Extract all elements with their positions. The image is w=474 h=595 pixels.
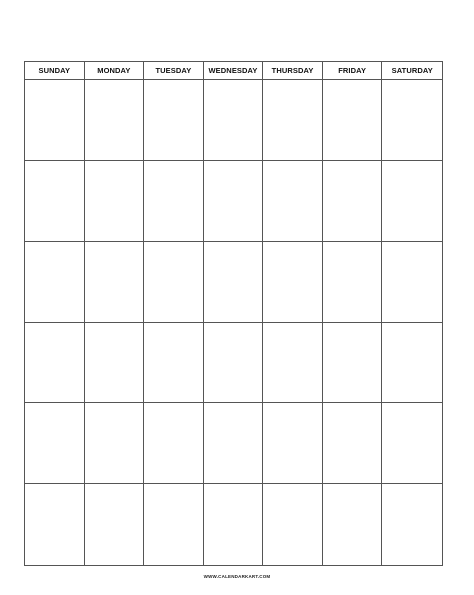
day-cell [204,403,264,484]
day-cell [85,80,145,161]
day-cell [25,484,85,565]
day-cell [263,80,323,161]
day-cell [25,80,85,161]
day-cell [204,80,264,161]
day-cell [25,403,85,484]
day-cell [323,403,383,484]
day-cell [382,403,442,484]
day-cell [85,403,145,484]
day-cell [382,484,442,565]
day-cell [204,242,264,323]
day-cell [85,242,145,323]
day-cell [204,484,264,565]
day-header-friday: FRIDAY [323,62,383,80]
day-cell [323,484,383,565]
day-cell [144,323,204,404]
day-header-tuesday: TUESDAY [144,62,204,80]
day-cell [144,80,204,161]
day-cell [323,242,383,323]
day-cell [25,161,85,242]
day-cell [263,403,323,484]
day-cell [263,242,323,323]
day-cell [144,161,204,242]
day-cell [323,323,383,404]
day-cell [263,323,323,404]
day-cell [144,242,204,323]
day-cell [204,161,264,242]
day-cell [85,323,145,404]
day-cell [263,484,323,565]
day-cell [144,484,204,565]
day-cell [382,323,442,404]
calendar-grid [24,61,443,566]
day-cell [323,161,383,242]
day-header-monday: MONDAY [85,62,145,80]
day-cell [382,161,442,242]
footer-website: WWW.CALENDARKART.COM [203,574,271,579]
day-cell [25,242,85,323]
day-cell [382,242,442,323]
day-cell [144,403,204,484]
day-header-wednesday: WEDNESDAY [204,62,264,80]
day-cell [25,323,85,404]
day-cell [85,484,145,565]
day-header-saturday: SATURDAY [382,62,442,80]
day-cell [323,80,383,161]
day-header-thursday: THURSDAY [263,62,323,80]
day-cell [382,80,442,161]
day-cell [263,161,323,242]
day-cell [204,323,264,404]
day-cell [85,161,145,242]
day-header-sunday: SUNDAY [25,62,85,80]
